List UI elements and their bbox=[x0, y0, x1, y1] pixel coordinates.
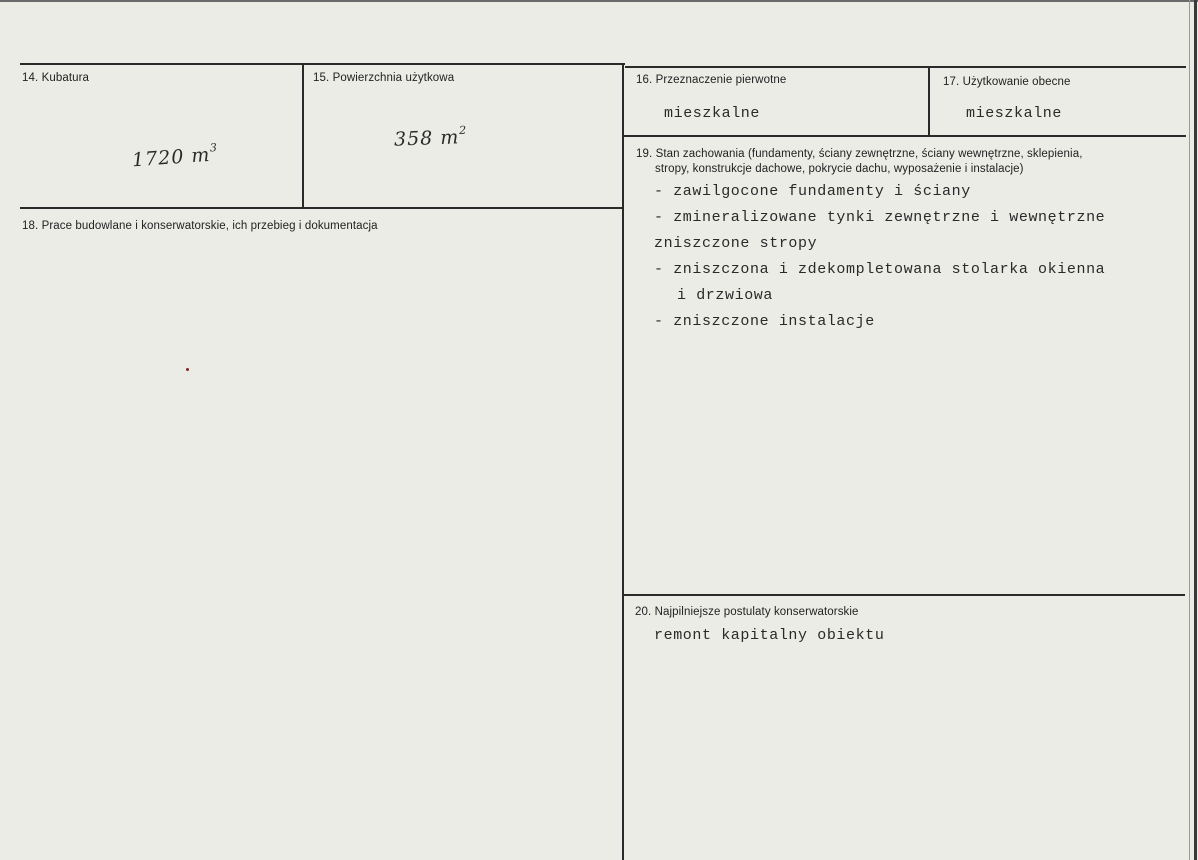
kubatura-value-text: 1720 m bbox=[131, 143, 212, 172]
field-przeznaczenie-value: mieszkalne bbox=[664, 105, 761, 122]
divider-14-15 bbox=[302, 63, 304, 208]
kubatura-unit-exponent: 3 bbox=[209, 141, 219, 155]
field-kubatura-value bbox=[131, 143, 219, 171]
field-uzytkowanie-label: 17. Użytkowanie obecne bbox=[943, 76, 1071, 88]
field-powierzchnia-label: 15. Powierzchnia użytkowa bbox=[313, 72, 455, 84]
rule-top-left bbox=[20, 63, 625, 65]
rule-lower-right bbox=[622, 594, 1185, 596]
powierzchnia-value-text: 358 m bbox=[393, 126, 460, 151]
card-right-inner-edge bbox=[1189, 0, 1190, 860]
field-kubatura-label: 14. Kubatura bbox=[22, 72, 90, 84]
stan-line: - zniszczona i zdekompletowana stolarka okienna bbox=[654, 261, 1106, 278]
stan-line: zniszczone stropy bbox=[654, 235, 818, 252]
field-postulaty-value: remont kapitalny obiektu bbox=[654, 627, 885, 644]
card-top-edge bbox=[0, 0, 1198, 2]
field-stan-zachowania-label-line1: 19. Stan zachowania (fundamenty, ściany zewnętrzne, ściany wewnętrzne, sklepienia, bbox=[636, 148, 1083, 160]
rule-mid-right bbox=[624, 135, 1186, 137]
card-right-edge bbox=[1194, 0, 1197, 860]
divider-16-17 bbox=[928, 66, 930, 136]
rule-mid-left bbox=[20, 207, 624, 209]
field-przeznaczenie-label: 16. Przeznaczenie pierwotne bbox=[636, 74, 787, 86]
stan-line: - zawilgocone fundamenty i ściany bbox=[654, 183, 971, 200]
field-postulaty-label: 20. Najpilniejsze postulaty konserwatorskie bbox=[635, 606, 859, 618]
stan-line: i drzwiowa bbox=[677, 287, 774, 304]
powierzchnia-unit-exponent: 2 bbox=[458, 123, 468, 137]
field-prace-budowlane-label: 18. Prace budowlane i konserwatorskie, ich przebieg i dokumentacja bbox=[22, 220, 378, 232]
divider-center bbox=[622, 63, 624, 860]
rule-top-right bbox=[625, 66, 1186, 68]
stan-line: - zniszczone instalacje bbox=[654, 313, 875, 330]
field-powierzchnia-value bbox=[393, 123, 468, 151]
field-uzytkowanie-value: mieszkalne bbox=[966, 105, 1063, 122]
field-stan-zachowania-label-line2: stropy, konstrukcje dachowe, pokrycie dachu, wyposażenie i instalacje) bbox=[655, 163, 1024, 175]
paper-speck bbox=[186, 368, 189, 371]
stan-line: - zmineralizowane tynki zewnętrzne i wewnętrzne bbox=[654, 209, 1106, 226]
